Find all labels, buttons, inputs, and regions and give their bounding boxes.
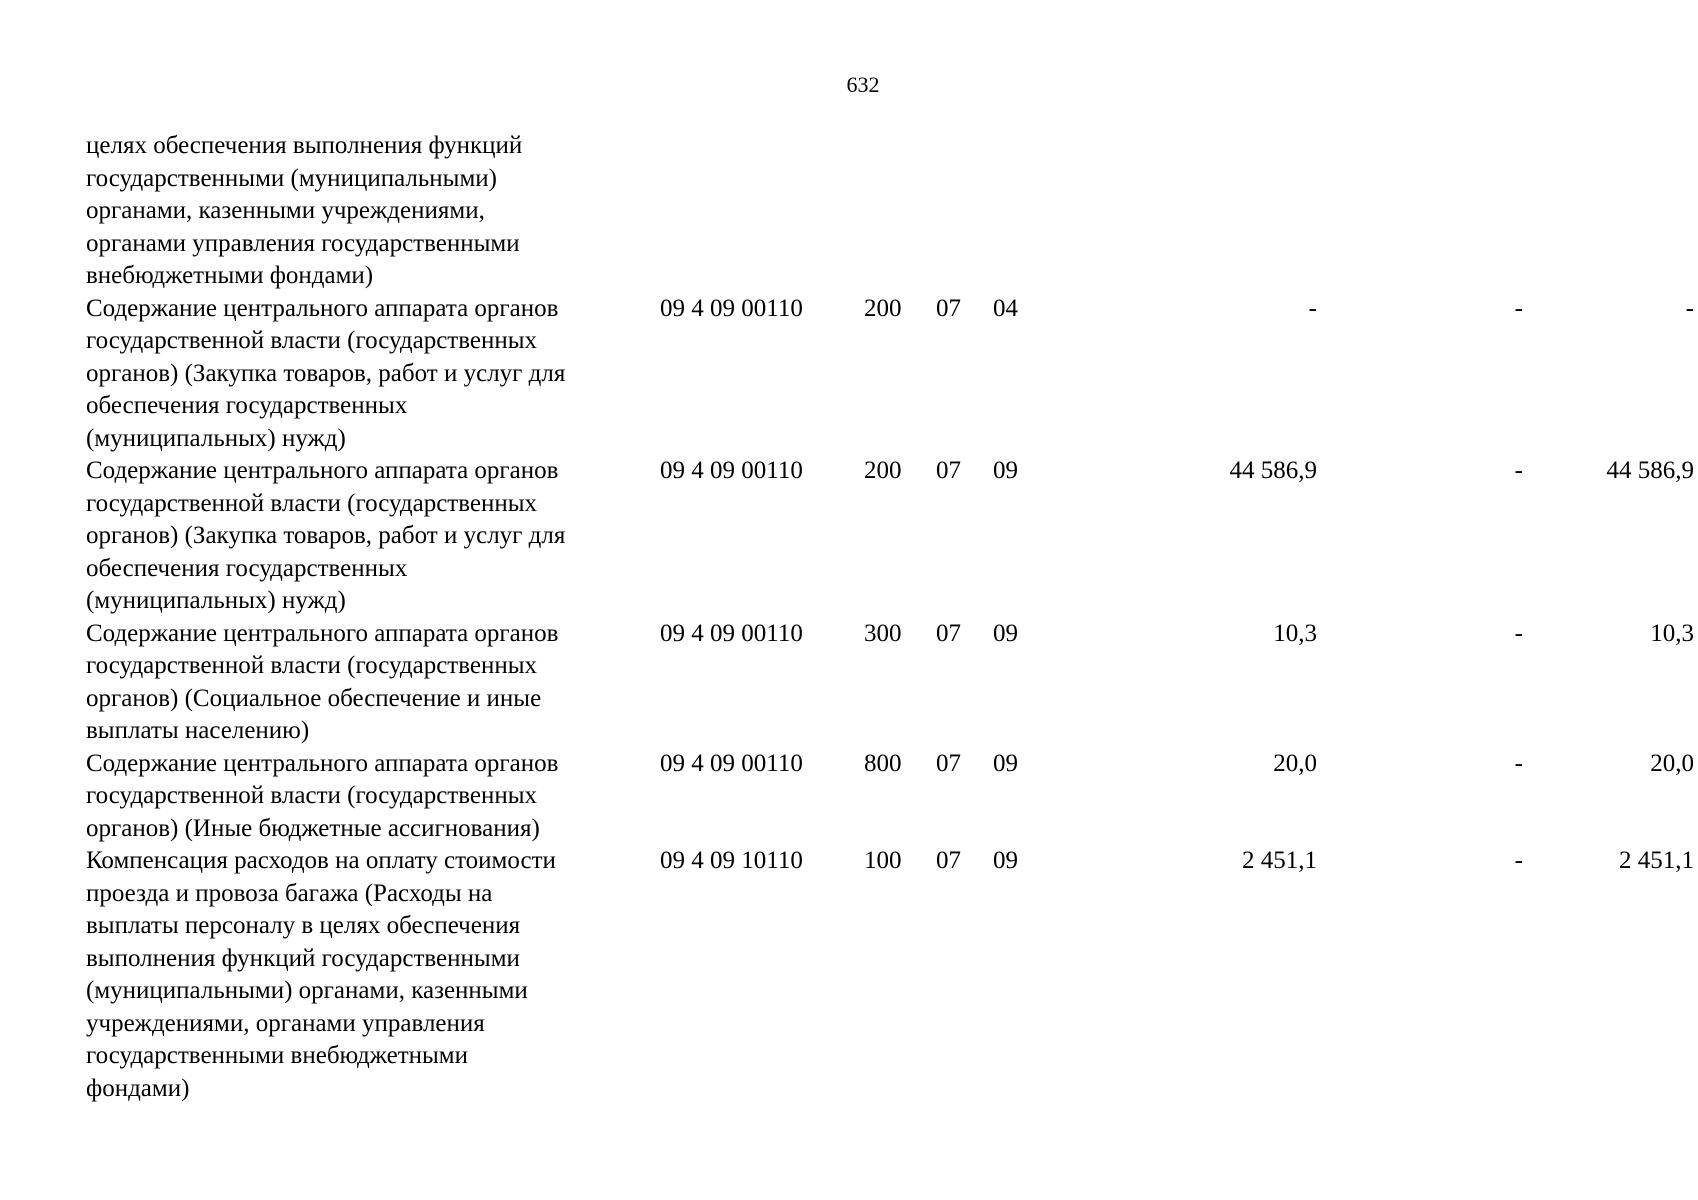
amount-3: 44 586,9 bbox=[1606, 457, 1694, 484]
amount-2: - bbox=[1514, 847, 1523, 874]
expense-name: Содержание центрального аппарата органов государственной власти (государственных органов) (Иные бюджетные ассигнования) bbox=[86, 749, 559, 842]
amount-1: 2 451,1 bbox=[1242, 847, 1317, 874]
expense-type-code: 200 bbox=[864, 294, 902, 322]
target-article-code: 09 4 09 00110 bbox=[660, 457, 803, 484]
expense-name: целях обеспечения выполнения функций государственными (муниципальными) органами, казенными учреждениями, органами управления государственными внебюджетными фондами) bbox=[86, 132, 523, 289]
amount-3: 20,0 bbox=[1650, 749, 1694, 777]
subsection-code: 09 bbox=[993, 619, 1018, 647]
subsection-code: 04 bbox=[993, 294, 1018, 322]
amount-1: 44 586,9 bbox=[1229, 457, 1317, 484]
amount-2: - bbox=[1514, 619, 1523, 647]
table-row bbox=[86, 293, 1694, 456]
section-code: 07 bbox=[936, 294, 961, 322]
table-row bbox=[86, 845, 1694, 1105]
amount-1: 20,0 bbox=[1273, 749, 1317, 777]
page-number: 632 bbox=[846, 72, 880, 97]
budget-table bbox=[86, 130, 1694, 1105]
table-row bbox=[86, 455, 1694, 618]
section-code: 07 bbox=[936, 457, 961, 484]
target-article-code: 09 4 09 00110 bbox=[660, 294, 803, 322]
amount-3: 10,3 bbox=[1650, 619, 1694, 647]
target-article-code: 09 4 09 10110 bbox=[660, 847, 803, 874]
amount-3: - bbox=[1685, 294, 1694, 322]
expense-name: Компенсация расходов на оплату стоимости проезда и провоза багажа (Расходы на выплаты персоналу в целях обеспечения выполнения функций государственными (муниципальными) органами, казенными учреждениями, органами управления государственными внебюджетными фондами) bbox=[86, 847, 556, 1102]
expense-type-code: 100 bbox=[864, 847, 902, 874]
expense-name: Содержание центрального аппарата органов государственной власти (государственных органов) (Закупка товаров, работ и услуг для обеспечения государственных (муниципальных) нужд) bbox=[86, 457, 566, 614]
expense-name: Содержание центрального аппарата органов государственной власти (государственных органов) (Социальное обеспечение и иные выплаты населению) bbox=[86, 619, 559, 744]
target-article-code: 09 4 09 00110 bbox=[660, 749, 803, 777]
amount-2: - bbox=[1514, 749, 1523, 777]
expense-type-code: 800 bbox=[864, 749, 902, 777]
expense-type-code: 200 bbox=[864, 457, 902, 484]
section-code: 07 bbox=[936, 619, 961, 647]
subsection-code: 09 bbox=[993, 847, 1018, 874]
table-row bbox=[86, 130, 1626, 293]
table-row bbox=[86, 618, 1694, 748]
amount-3: 2 451,1 bbox=[1619, 847, 1694, 874]
section-code: 07 bbox=[936, 847, 961, 874]
expense-type-code: 300 bbox=[864, 619, 902, 647]
expense-name: Содержание центрального аппарата органов государственной власти (государственных органов) (Закупка товаров, работ и услуг для обеспечения государственных (муниципальных) нужд) bbox=[86, 294, 566, 452]
section-code: 07 bbox=[936, 749, 961, 777]
amount-1: - bbox=[1308, 294, 1317, 322]
table-row bbox=[86, 748, 1694, 846]
subsection-code: 09 bbox=[993, 457, 1018, 484]
amount-2: - bbox=[1514, 294, 1523, 322]
amount-2: - bbox=[1514, 457, 1523, 484]
amount-1: 10,3 bbox=[1273, 619, 1317, 647]
target-article-code: 09 4 09 00110 bbox=[660, 619, 803, 647]
subsection-code: 09 bbox=[993, 749, 1018, 777]
